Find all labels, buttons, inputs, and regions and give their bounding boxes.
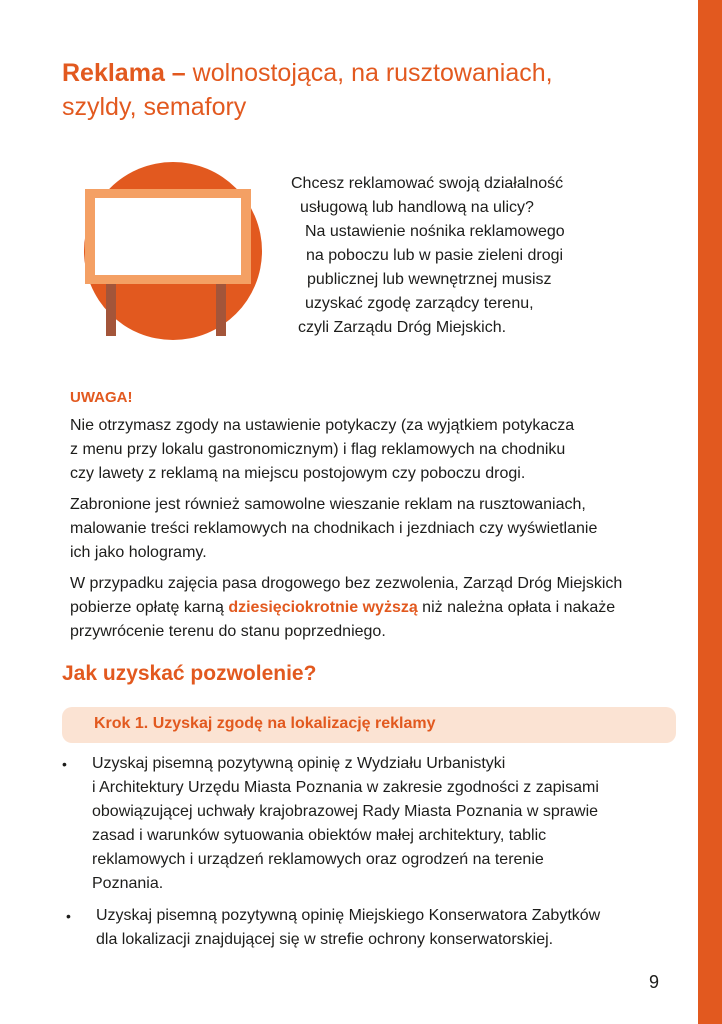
paragraph-line: Zabronione jest również samowolne wieszanie reklam na rusztowaniach, xyxy=(70,496,586,513)
text-span: niż należna opłata i nakaże xyxy=(417,599,616,616)
paragraph-line: czy lawety z reklamą na miejscu postojowym czy poboczu drogi. xyxy=(70,465,526,482)
intro-line: na poboczu lub w pasie zieleni drogi xyxy=(306,247,564,264)
list-item-text xyxy=(92,752,662,896)
list-line: zasad i warunków sytuowania obiektów małej architektury, tablic xyxy=(92,827,547,844)
intro-text xyxy=(286,172,626,340)
intro-line: uzyskać zgodę zarządcy terenu, xyxy=(305,295,534,312)
intro-line: Na ustawienie nośnika reklamowego xyxy=(305,223,565,240)
paragraph-line: ich jako hologramy. xyxy=(70,544,207,561)
paragraph-line: z menu przy lokalu gastronomicznym) i flag reklamowych na chodniku xyxy=(70,441,566,458)
billboard-icon xyxy=(78,156,268,346)
list-item-text xyxy=(96,904,666,952)
list-line: reklamowych i urządzeń reklamowych oraz ogrodzeń na terenie xyxy=(92,851,544,868)
paragraph-line xyxy=(70,596,690,620)
text-span: pobierze opłatę karną xyxy=(70,599,229,616)
warning-paragraph-3 xyxy=(70,572,690,644)
step-1-banner xyxy=(62,707,676,743)
billboard-panel xyxy=(95,198,241,275)
side-accent-bar xyxy=(698,0,722,1024)
paragraph-line: W przypadku zajęcia pasa drogowego bez zezwolenia, Zarząd Dróg Miejskich xyxy=(70,575,623,592)
list-line: i Architektury Urzędu Miasta Poznania w zakresie zgodności z zapisami xyxy=(92,779,599,796)
list-line: obowiązującej uchwały krajobrazowej Rady Miasta Poznania w sprawie xyxy=(92,803,599,820)
warning-heading: UWAGA! xyxy=(70,389,133,406)
paragraph-line: malowanie treści reklamowych na chodnikach i jezdniach czy wyświetlanie xyxy=(70,520,598,537)
warning-paragraph-2 xyxy=(70,493,690,565)
warning-paragraph-1 xyxy=(70,414,690,486)
list-line: Uzyskaj pisemną pozytywną opinię Miejskiego Konserwatora Zabytków xyxy=(96,907,601,924)
list-line: Poznania. xyxy=(92,875,164,892)
intro-line: Chcesz reklamować swoją działalność xyxy=(291,175,564,192)
intro-line: usługową lub handlową na ulicy? xyxy=(300,199,534,216)
paragraph-line: przywrócenie terenu do stanu poprzedniego. xyxy=(70,623,386,640)
title-rest: wolnostojąca, na rusztowaniach, xyxy=(185,59,553,87)
step-1-label: Krok 1. Uzyskaj zgodę na lokalizację reklamy xyxy=(94,715,436,732)
intro-line: publicznej lub wewnętrznej musisz xyxy=(307,271,552,288)
list-line: dla lokalizacji znajdującej się w strefie ochrony konserwatorskiej. xyxy=(96,931,554,948)
bullet-marker: • xyxy=(62,756,67,772)
title-bold: Reklama – xyxy=(62,59,186,87)
penalty-highlight: dziesięciokrotnie wyższą xyxy=(228,599,418,616)
list-item xyxy=(62,752,662,896)
page-title xyxy=(62,56,622,124)
title-line2: szyldy, semafory xyxy=(62,93,247,121)
intro-line: czyli Zarządu Dróg Miejskich. xyxy=(298,319,507,336)
list-item xyxy=(66,904,666,952)
list-line: Uzyskaj pisemną pozytywną opinię z Wydziału Urbanistyki xyxy=(92,755,506,772)
page-number: 9 xyxy=(649,972,660,992)
billboard-left-leg xyxy=(106,282,116,336)
paragraph-line: Nie otrzymasz zgody na ustawienie potykaczy (za wyjątkiem potykacza xyxy=(70,417,575,434)
section-heading: Jak uzyskać pozwolenie? xyxy=(62,662,317,685)
billboard-right-leg xyxy=(216,282,226,336)
bullet-marker: • xyxy=(66,908,71,924)
